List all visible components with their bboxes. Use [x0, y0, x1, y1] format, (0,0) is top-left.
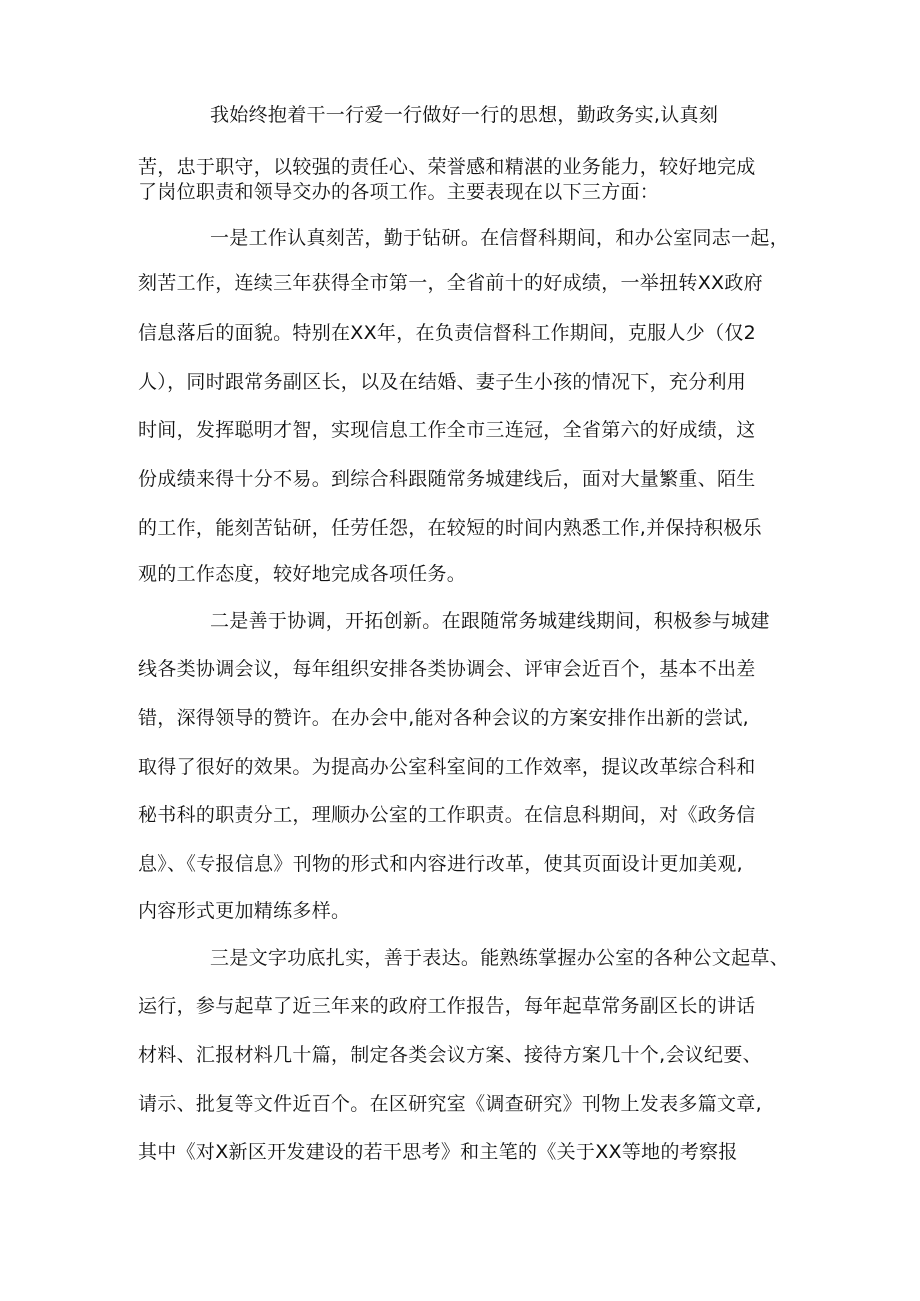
- paragraph-line: 内容形式更加精练多样。: [138, 900, 351, 922]
- paragraph-line: 时间，发挥聪明才智，实现信息工作全市三连冠，全省第六的好成绩，这: [138, 419, 756, 441]
- paragraph-line: 息》、《专报信息》刊物的形式和内容进行改革，使其页面设计更加美观,: [138, 853, 743, 875]
- paragraph-line: 秘书科的职责分工，理顺办公室的工作职责。在信息科期间，对《政务信: [138, 804, 756, 826]
- paragraph-line: 刻苦工作，连续三年获得全市第一，全省前十的好成绩，一举扭转XX政府: [138, 272, 763, 294]
- paragraph-line: 运行，参与起草了近三年来的政府工作报告，每年起草常务副区长的讲话: [138, 995, 756, 1017]
- paragraph-line: 取得了很好的效果。为提高办公室科室间的工作效率，提议改革综合科和: [138, 756, 756, 778]
- paragraph-line: 一是工作认真刻苦，勤于钻研。在信督科期间，和办公室同志一起，: [210, 227, 790, 249]
- paragraph-line: 观的工作态度，较好地完成各项任务。: [138, 563, 467, 585]
- paragraph-line: 信息落后的面貌。特别在XX年，在负责信督科工作期间，克服人少（仅2: [138, 322, 757, 344]
- paragraph-line: 请示、批复等文件近百个。在区研究室《调查研究》刊物上发表多篇文章,: [138, 1093, 762, 1115]
- paragraph-line: 的工作，能刻苦钻研，任劳任怨，在较短的时间内熟悉工作,并保持积极乐: [138, 517, 762, 539]
- paragraph-line: 材料、汇报材料几十篇，制定各类会议方案、接待方案几十个,会议纪要、: [138, 1044, 762, 1066]
- paragraph-line: 份成绩来得十分不易。到综合科跟随常务城建线后，面对大量繁重、陌生: [138, 468, 756, 490]
- paragraph-line: 二是善于协调，开拓创新。在跟随常务城建线期间，积极参与城建: [210, 610, 770, 632]
- paragraph-line: 其中《对X新区开发建设的若干思考》和主笔的《关于XX等地的考察报: [138, 1141, 738, 1163]
- paragraph-line: 苦，忠于职守，以较强的责任心、荣誉感和精湛的业务能力，较好地完成: [138, 156, 756, 178]
- paragraph-line: 人），同时跟常务副区长，以及在结婚、妻子生小孩的情况下，充分利用: [138, 371, 747, 393]
- paragraph-line: 三是文字功底扎实，善于表达。能熟练掌握办公室的各种公文起草、: [210, 947, 790, 969]
- paragraph-line: 线各类协调会议，每年组织安排各类协调会、评审会近百个，基本不出差: [138, 658, 756, 680]
- paragraph-line: 错，深得领导的赞许。在办会中,能对各种会议的方案安排作出新的尝试,: [138, 707, 749, 729]
- paragraph-line: 了岗位职责和领导交办的各项工作。主要表现在以下三方面：: [138, 181, 660, 203]
- paragraph-line: 我始终抱着干一行爱一行做好一行的思想，勤政务实,认真刻: [210, 104, 719, 126]
